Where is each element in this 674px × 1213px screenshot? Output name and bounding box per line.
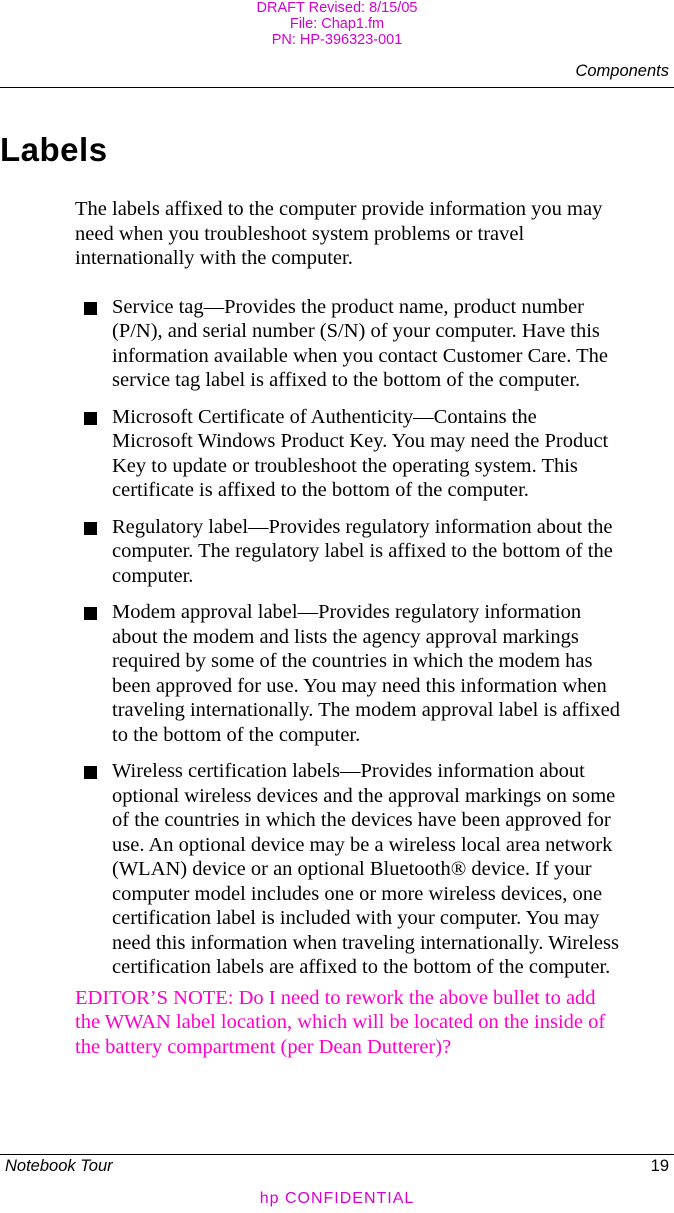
bullet-line: computer.: [112, 564, 194, 587]
intro-line: need when you troubleshoot system problems or travel: [75, 222, 525, 245]
bullet-line: Wireless certification labels—Provides information about: [112, 760, 585, 782]
bullet-line: service tag label is affixed to the bottom of the computer.: [112, 369, 581, 391]
draft-stamp: [0, 0, 674, 48]
bullet-service-tag: [75, 295, 672, 393]
draft-revised-line: DRAFT Revised: 8/15/05: [256, 0, 418, 16]
bullet-line: need this information when traveling internationally. Wireless: [112, 931, 619, 954]
bullet-line: certification label is included with your computer. You may: [112, 907, 600, 929]
draft-pn-line: PN: HP-396323-001: [271, 32, 403, 48]
bullet-line: Key to update or troubleshoot the operating system. This: [112, 454, 578, 477]
square-bullet-icon: [84, 302, 97, 315]
page-number: 19: [650, 1157, 669, 1175]
bullet-line: (P/N), and serial number (S/N) of your computer. Have this: [112, 320, 600, 342]
section-title: Labels: [0, 131, 108, 168]
square-bullet-icon: [84, 607, 97, 620]
bullet-line: computer model includes one or more wireless devices, one: [112, 882, 603, 905]
bullet-line: of the countries in which the devices have been approved for: [112, 809, 611, 831]
bullet-line: about the modem and lists the agency approval markings: [112, 625, 579, 648]
bullet-line: Regulatory label—Provides regulatory information about the: [112, 515, 613, 538]
header-rule: [0, 87, 674, 88]
bullet-line: Modem approval label—Provides regulatory information: [112, 601, 582, 623]
square-bullet-icon: [84, 522, 97, 535]
intro-paragraph: [75, 197, 672, 271]
bullet-line: certification labels are affixed to the bottom of the computer.: [112, 956, 611, 978]
square-bullet-icon: [84, 412, 97, 425]
intro-line: internationally with the computer.: [75, 247, 353, 269]
bullet-wireless-certification-labels: [75, 759, 672, 980]
intro-line: The labels affixed to the computer provide information you may: [75, 198, 603, 220]
bullet-certificate-of-authenticity: [75, 405, 672, 503]
bullet-line: to the bottom of the computer.: [112, 723, 361, 746]
editor-note-line: the battery compartment (per Dean Dutterer)?: [75, 1035, 452, 1058]
bullet-line: Service tag—Provides the product name, product number: [112, 295, 584, 318]
bullet-line: traveling internationally. The modem approval label is affixed: [112, 699, 620, 721]
editor-note: [75, 986, 672, 1060]
bullet-modem-approval-label: [75, 600, 672, 747]
draft-file-line: File: Chap1.fm: [289, 16, 385, 32]
bullet-line: use. An optional device may be a wireless local area network: [112, 833, 613, 856]
bullet-line: Microsoft Certificate of Authenticity—Contains the: [112, 405, 537, 428]
running-head: Components: [575, 62, 669, 80]
editor-note-line: EDITOR’S NOTE: Do I need to rework the above bullet to add: [75, 986, 596, 1009]
square-bullet-icon: [84, 766, 97, 779]
bullet-line: been approved for use. You may need this information when: [112, 674, 607, 697]
bullet-line: optional wireless devices and the approval markings on some: [112, 784, 616, 807]
bullet-line: computer. The regulatory label is affixed to the bottom of the: [112, 540, 613, 562]
bullet-line: (WLAN) device or an optional Bluetooth® device. If your: [112, 858, 592, 880]
footer-chapter-title: Notebook Tour: [5, 1157, 113, 1175]
body-text: [75, 197, 672, 1059]
bullet-line: information available when you contact Customer Care. The: [112, 344, 609, 367]
footer-rule: [0, 1154, 674, 1155]
editor-note-line: the WWAN label location, which will be located on the inside of: [75, 1011, 606, 1033]
confidential-stamp: hp CONFIDENTIAL: [259, 1190, 415, 1207]
bullet-line: required by some of the countries in which the modem has: [112, 650, 593, 672]
bullet-line: Microsoft Windows Product Key. You may need the Product: [112, 430, 609, 452]
bullet-line: certificate is affixed to the bottom of the computer.: [112, 479, 529, 501]
bullet-regulatory-label: [75, 515, 672, 589]
